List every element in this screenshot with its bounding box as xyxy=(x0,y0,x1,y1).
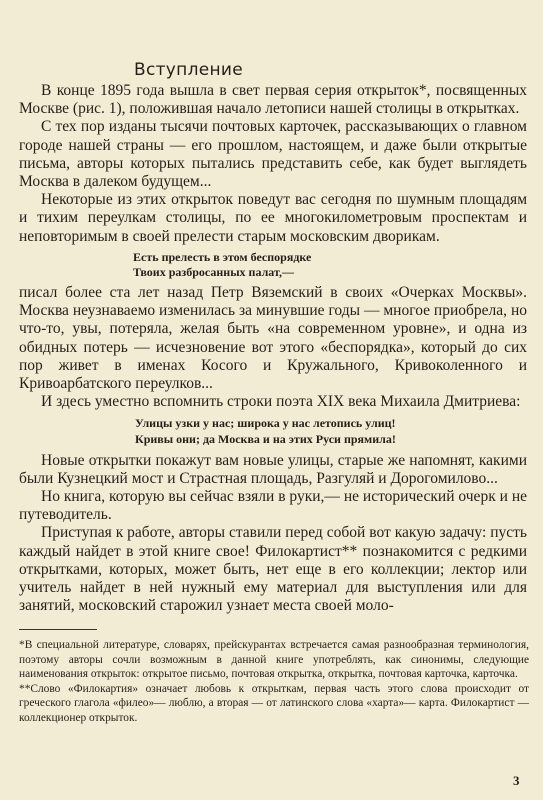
page-number: 3 xyxy=(513,773,520,788)
paragraph: Но книга, которую вы сейчас взяли в руки,— не исторический очерк и не путеводитель. xyxy=(19,488,527,524)
footnote: *В специальной литературе, словарях, прейскурантах встречается самая разнообразная терминология, поэтому авторы сочли возможным в данной книге употреблять, как синонимы, следующие наименования открыток: открытое письмо, почтовая открытка, открытка, почтовая карточка, карточка. xyxy=(19,639,529,681)
verse-line: Улицы узки у нас; широка у нас летопись улиц! xyxy=(135,416,396,431)
verse-line: Есть прелесть в этом беспорядке xyxy=(133,249,312,264)
paragraph: Новые открытки покажут вам новые улицы, старые же напомнят, какими были Кузнецкий мост и Страстная площадь, Разгуляй и Дорогомилово... xyxy=(19,451,527,487)
paragraph: В конце 1895 года вышла в свет первая серия открыток*, посвященных Москве (рис. 1), положившая начало летописи нашей столицы в открытках. xyxy=(19,82,527,118)
verse-line: Твоих разбросанных палат,— xyxy=(133,265,294,280)
paragraph: писал более ста лет назад Петр Вяземский в своих «Очерках Москвы». Москва неузнаваемо изменилась за минувшие годы — многое приобрела, но что-то, увы, потеряла, желая быть «на современном уровне», и одна из обидных потерь — исчезновение вот этого «беспорядка», который до сих пор живет в именах Косого и Кружального, Кривоколенного и Кривоарбатского переулков... xyxy=(19,284,527,393)
main-text-top xyxy=(19,82,527,615)
footnote-divider xyxy=(19,629,97,630)
paragraph: Приступая к работе, авторы ставили перед собой вот какую задачу: пусть каждый найдет в этой книге свое! Филокартист** познакомится с редкими открытками, которых, может быть, нет еще в его коллекции; лектор или учитель найдет в ней нужный ему материал для выступления или для занятий, московский старожил узнает места своей моло- xyxy=(19,524,527,615)
paragraph: С тех пор изданы тысячи почтовых карточек, рассказывающих о главном городе нашей страны — его прошлом, настоящем, и даже были открытые письма, авторы которых пытались представить себе, как будет выглядеть Москва в далеком будущем... xyxy=(19,118,527,191)
footnotes xyxy=(19,638,529,726)
verse-quote-vyazemsky xyxy=(19,250,527,281)
page-title: Вступление xyxy=(134,60,244,80)
verse-quote-dmitriev xyxy=(19,416,527,447)
paragraph: Некоторые из этих открыток поведут вас сегодня по шумным площадям и тихим переулкам столицы, по ее многокилометровым проспектам и неповторимым в своей прелести старым московским дворикам. xyxy=(19,191,527,245)
footnote: **Слово «Филокартия» означает любовь к открыткам, первая часть этого слова происходит от греческого глагола «филео»— люблю, а вторая — от латинского слова «харта»— карта. Филокартист — коллекционер открыток. xyxy=(19,682,529,724)
verse-line: Кривы они; да Москва и на этих Руси прямила! xyxy=(135,432,396,447)
paragraph: И здесь уместно вспомнить строки поэта XIX века Михаила Дмитриева: xyxy=(41,393,521,411)
